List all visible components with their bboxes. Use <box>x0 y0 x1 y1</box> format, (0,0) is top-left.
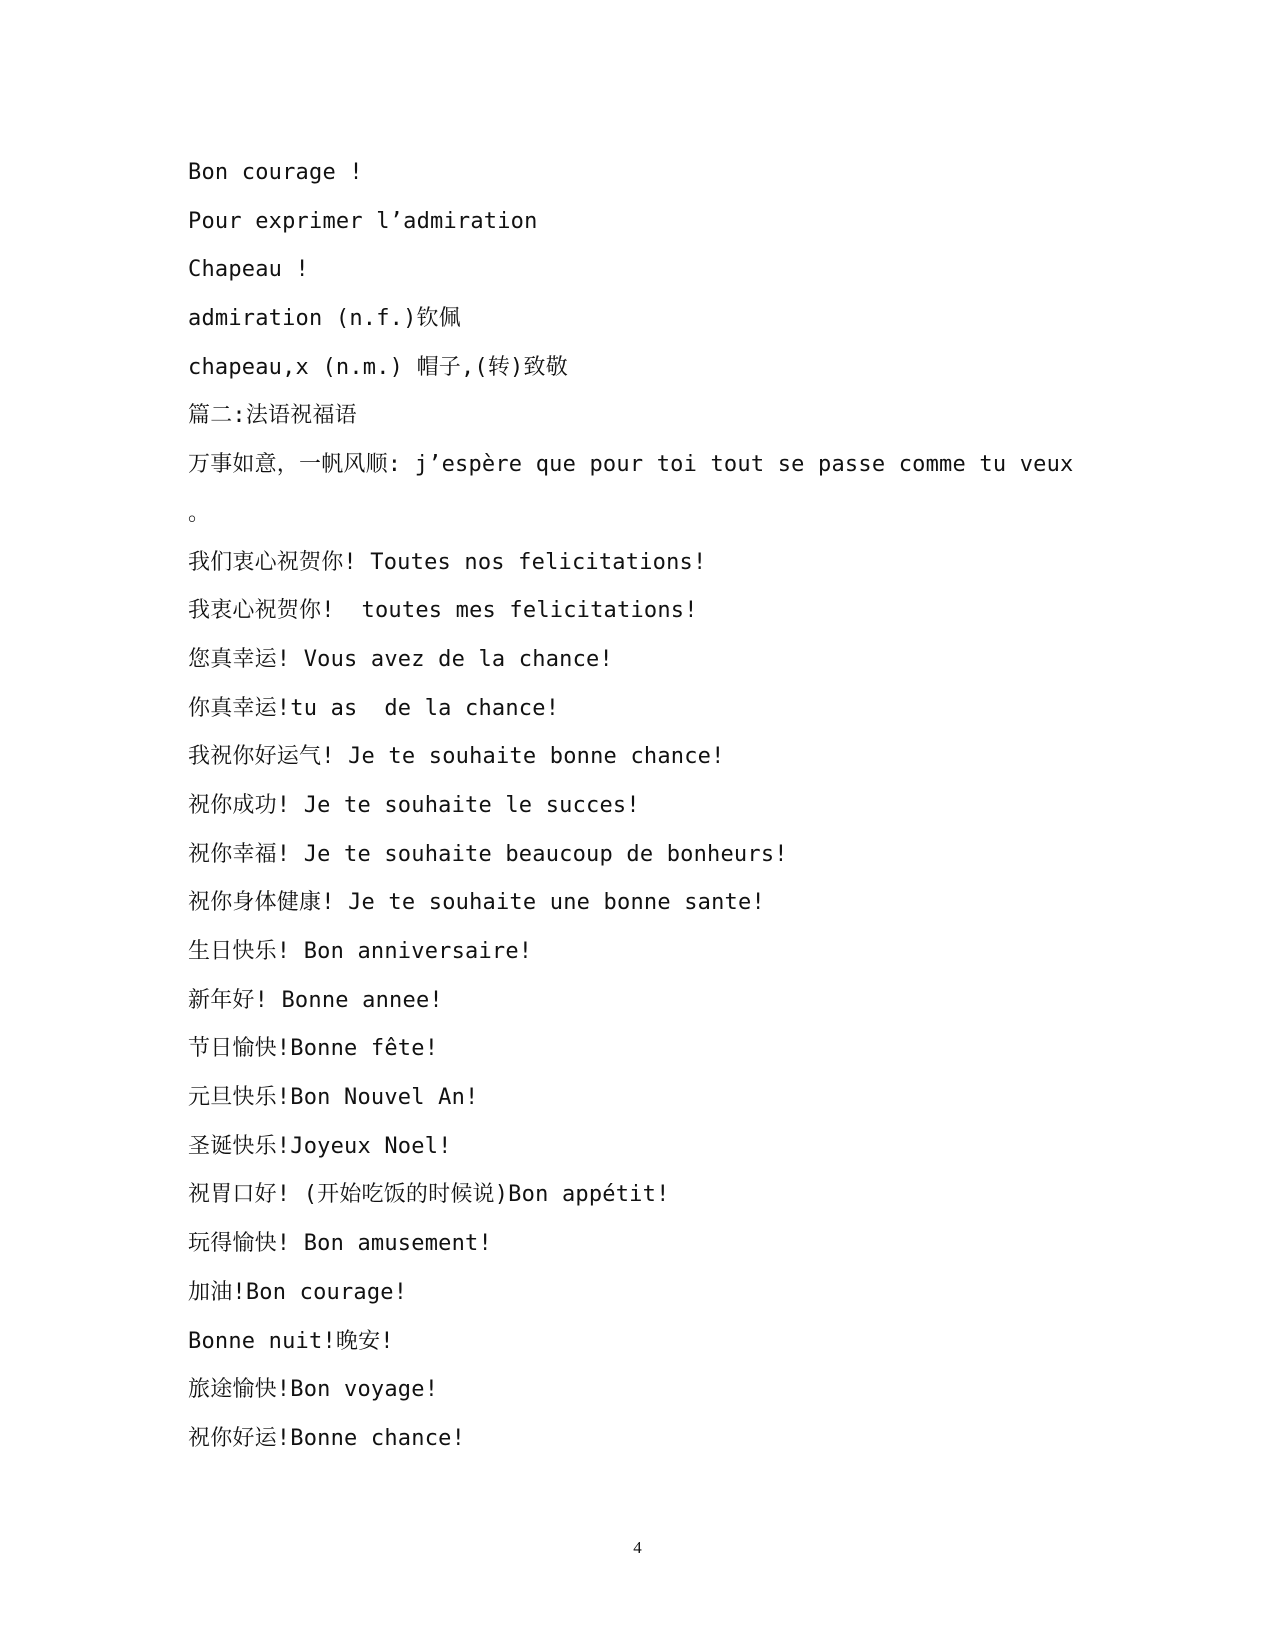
text-line: 祝你成功! Je te souhaite le succes! <box>188 792 640 818</box>
text-line: 。 <box>188 500 211 526</box>
text-line: 圣诞快乐!Joyeux Noel! <box>188 1133 452 1159</box>
text-line: Pour exprimer l’admiration <box>188 208 538 234</box>
text-line: Chapeau ! <box>188 257 310 283</box>
text-line: 我们衷心祝贺你! Toutes nos felicitations! <box>188 549 707 575</box>
text-line: 旅途愉快!Bon voyage! <box>188 1377 439 1403</box>
text-line: 祝你身体健康! Je te souhaite une bonne sante! <box>188 890 765 916</box>
text-line: 祝你好运!Bonne chance! <box>188 1425 466 1451</box>
text-line: 你真幸运!tu as de la chance! <box>188 695 560 721</box>
section-heading: 篇二:法语祝福语 <box>188 403 357 429</box>
text-line: Bonne nuit!晚安! <box>188 1328 394 1354</box>
text-line: admiration (n.f.)钦佩 <box>188 306 461 332</box>
text-line: 玩得愉快! Bon amusement! <box>188 1231 492 1257</box>
text-line: 万事如意，一帆风顺: j’espère que pour toi tout se passe comme tu veux <box>188 452 1074 478</box>
text-line: 我衷心祝贺你! toutes mes felicitations! <box>188 598 698 624</box>
text-line: 生日快乐! Bon anniversaire! <box>188 939 533 964</box>
text-line: 祝胃口好! (开始吃饭的时候说)Bon appétit! <box>188 1182 670 1208</box>
text-line: 我祝你好运气! Je te souhaite bonne chance! <box>188 744 725 770</box>
text-line: Bon courage ! <box>188 160 363 185</box>
text-line: 加油!Bon courage! <box>188 1279 408 1305</box>
text-line: 您真幸运! Vous avez de la chance! <box>188 646 613 672</box>
text-line: 元旦快乐!Bon Nouvel An! <box>188 1085 479 1111</box>
document-body <box>188 158 1088 1473</box>
text-line: 祝你幸福! Je te souhaite beaucoup de bonheurs! <box>188 841 788 867</box>
page-number: 4 <box>633 1538 642 1557</box>
text-line: 新年好! Bonne annee! <box>188 987 443 1013</box>
text-line: chapeau,x (n.m.) 帽子,(转)致敬 <box>188 354 568 380</box>
text-line: 节日愉快!Bonne fête! <box>188 1036 439 1062</box>
